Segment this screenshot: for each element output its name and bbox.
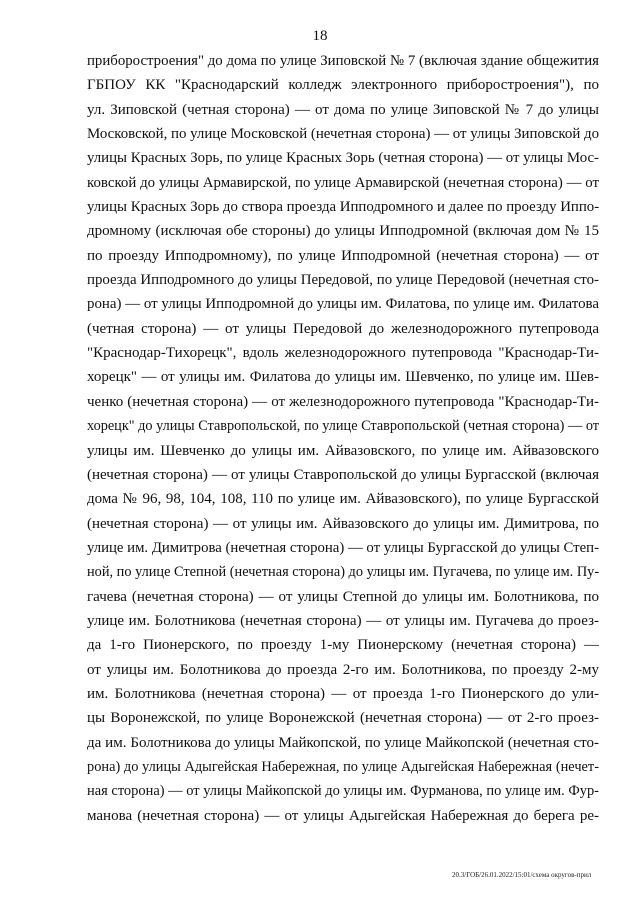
body-text xyxy=(87,49,599,828)
text-line: ГБПОУ КК "Краснодарский колледж электронного приборостроения"), по xyxy=(87,77,599,94)
text-line: дома № 96, 98, 104, 108, 110 по улице им. Айвазовского), по улице Бургасской xyxy=(87,491,599,508)
text-line: (нечетная сторона) — от улицы им. Айвазовского до улицы им. Димитрова, по xyxy=(87,515,599,532)
text-line: гачева (нечетная сторона) — от улицы Степной до улицы им. Болотникова, по xyxy=(87,588,599,605)
text-line: да 1-го Пионерского, по проезду 1-му Пионерскому (нечетная сторона) — xyxy=(87,637,599,654)
text-line: улице им. Болотникова (нечетная сторона) — от улицы им. Пугачева до проез- xyxy=(87,612,599,629)
text-line: "Краснодар-Тихорецк", вдоль железнодорожного путепровода "Краснодар-Ти- xyxy=(87,345,599,362)
text-line: ченко (нечетная сторона) — от железнодорожного путепровода "Краснодар-Ти- xyxy=(87,393,599,410)
text-line: Московской, по улице Московской (нечетная сторона) — от улицы Зиповской до xyxy=(87,126,599,143)
text-line: (четная сторона) — от улицы Передовой до железнодорожного путепровода xyxy=(87,320,599,337)
text-line: рона) до улицы Адыгейская Набережная, по улице Адыгейская Набережная (нечет- xyxy=(87,758,599,775)
text-line: улицы Красных Зорь до створа проезда Ипподромного и далее по проезду Иппо- xyxy=(87,199,599,216)
text-line: (нечетная сторона) — от улицы Ставропольской до улицы Бургасской (включая xyxy=(87,466,599,483)
text-line: проезда Ипподромного до улицы Передовой, по улице Передовой (нечетная сто- xyxy=(87,272,599,289)
text-line: ная сторона) — от улицы Майкопской до улицы им. Фурманова, по улице им. Фур- xyxy=(87,783,599,800)
text-line: приборостроения" до дома по улице Зиповской № 7 (включая здание общежития xyxy=(87,53,599,69)
text-line: улицы Красных Зорь, по улице Красных Зорь (четная сторона) — от улицы Мос- xyxy=(87,150,599,167)
text-line: ной, по улице Степной (нечетная сторона) до улицы им. Пугачева, по улице им. Пу- xyxy=(87,564,599,581)
text-line: цы Воронежской, по улице Воронежской (нечетная сторона) — от 2-го проез- xyxy=(87,710,599,727)
text-line: ковской до улицы Армавирской, по улице Армавирской (нечетная сторона) — от xyxy=(87,174,599,191)
text-line: манова (нечетная сторона) — от улицы Адыгейская Набережная до берега ре- xyxy=(87,807,599,824)
text-line: хорецк" — от улицы им. Филатова до улицы им. Шевченко, по улице им. Шев- xyxy=(87,369,599,386)
text-line: рона) — от улицы Ипподромной до улицы им. Филатова, по улице им. Филатова xyxy=(87,296,599,313)
footer-file-reference: 20.3/ГОБ/26.01.2022/15:01/схема округов-прил xyxy=(452,871,592,879)
text-line: ул. Зиповской (четная сторона) — от дома по улице Зиповской № 7 до улицы xyxy=(87,101,599,118)
text-line: улице им. Димитрова (нечетная сторона) — от улицы Бургасской до улицы Степ- xyxy=(87,539,599,556)
text-line: по проезду Ипподромному), по улице Ипподромной (нечетная сторона) — от xyxy=(87,247,599,264)
text-line: да им. Болотникова до улицы Майкопской, по улице Майкопской (нечетная сто- xyxy=(87,734,599,751)
text-line: им. Болотникова (нечетная сторона) — от проезда 1-го Пионерского до ули- xyxy=(87,685,599,702)
text-line: улицы им. Шевченко до улицы им. Айвазовского, по улице им. Айвазовского xyxy=(87,442,599,459)
text-line: хорецк" до улицы Ставропольской, по улице Ставропольской (четная сторона) — от xyxy=(87,418,599,435)
page-number: 18 xyxy=(312,28,328,44)
text-line: от улицы им. Болотникова до проезда 2-го им. Болотникова, по проезду 2-му xyxy=(87,661,599,678)
text-line: дромному (исключая обе стороны) до улицы Ипподромной (включая дом № 15 xyxy=(87,223,599,240)
